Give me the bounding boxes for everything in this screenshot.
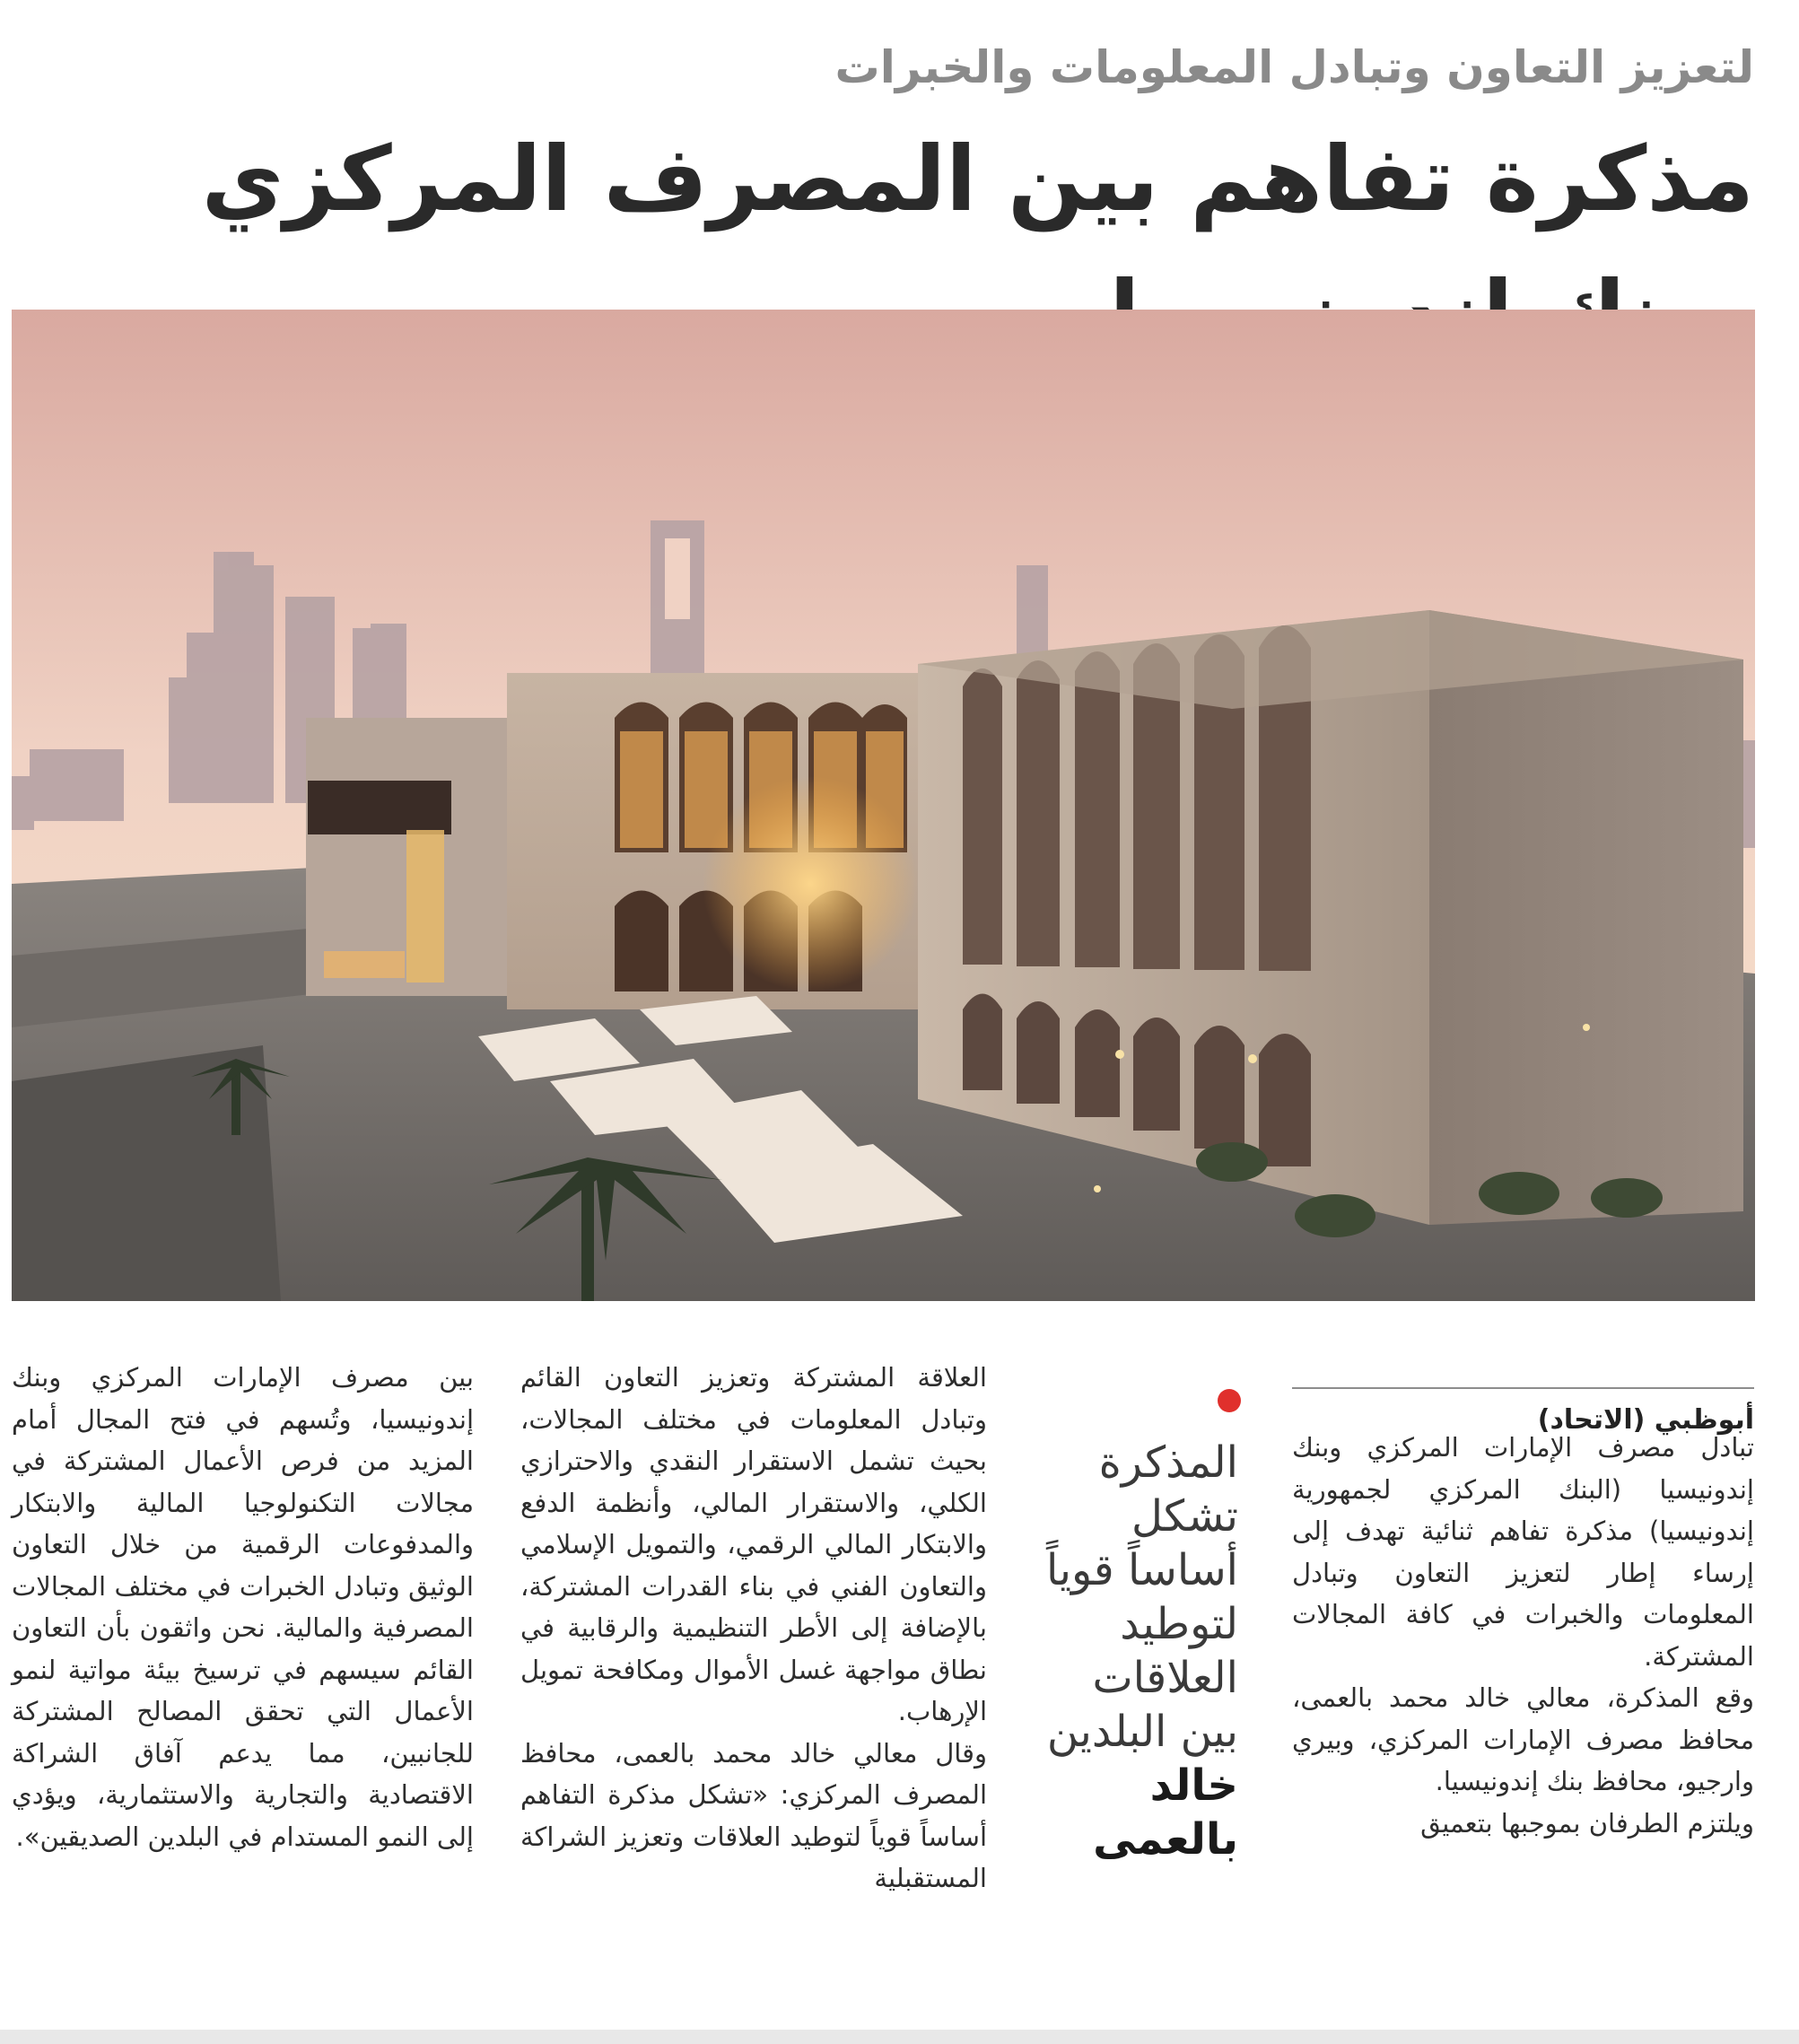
paragraph: العلاقة المشتركة وتعزيز التعاون القائم وتبادل المعلومات في مختلف المجالات، بحيث تشمل الاستقرار النقدي والاحترازي الكلي، والاستقرار المالي، وأنظمة الدفع والابتكار المالي الرقمي، والتمويل الإسلامي والتعاون الفني في بناء القدرات المشتركة، بالإضافة إلى الأطر التنظيمية والرقابية في نطاق مواجهة غسل الأموال ومكافحة تمويل الإرهاب. — [520, 1362, 987, 1726]
pull-quote-dot — [1218, 1389, 1241, 1412]
article-headline: مذكرة تفاهم بين المصرف المركزي — [201, 127, 1754, 231]
article-column-1 — [1292, 1427, 1754, 1844]
paragraph: تبادل مصرف الإمارات المركزي وبنك إندونيسيا (البنك المركزي لجمهورية إندونيسيا) مذكرة تفاهم ثنائية تهدف إلى إرساء إطار لتعزيز التعاون وتبادل المعلومات والخبرات في كافة المجالات المشتركة. — [1292, 1432, 1754, 1672]
article-photo — [12, 310, 1755, 1301]
pull-quote-name: خالد بالعمى — [1093, 1760, 1238, 1865]
paragraph: وقال معالي خالد محمد بالعمى، محافظ المصرف المركزي: «تشكل مذكرة التفاهم أساساً قوياً لتوطيد العلاقات وتعزيز الشراكة المستقبلية — [520, 1737, 987, 1893]
article-column-2 — [520, 1357, 987, 1900]
page-bottom-bar — [0, 2030, 1799, 2044]
article-kicker: لتعزيز التعاون وتبادل المعلومات والخبرات — [834, 41, 1754, 93]
column-rule — [1292, 1387, 1754, 1389]
dateline: أبوظبي (الاتحاد) — [1537, 1404, 1754, 1436]
pull-quote-text: المذكرة تشكل أساساً قوياً لتوطيد العلاقات بين البلدين — [1045, 1437, 1238, 1757]
paragraph: وقع المذكرة، معالي خالد محمد بالعمى، محافظ مصرف الإمارات المركزي، وبيري وارجيو، محافظ بنك إندونيسيا. — [1292, 1682, 1754, 1796]
paragraph: بين مصرف الإمارات المركزي وبنك إندونيسيا، وتُسهم في فتح المجال أمام المزيد من فرص الأعمال المشتركة في مجالات التكنولوجيا المالية والابتكار والمدفوعات الرقمية من خلال التعاون الوثيق وتبادل الخبرات في مختلف المجالات المصرفية والمالية. نحن واثقون بأن التعاون القائم سيسهم في ترسيخ بيئة مواتية لنمو الأعمال التي تحقق المصالح المشتركة للجانبين، مما يدعم آفاق الشراكة الاقتصادية والتجارية والاستثمارية، ويؤدي إلى النمو المستدام في البلدين الصديقين». — [12, 1362, 474, 1852]
pull-quote — [1032, 1436, 1238, 1866]
paragraph: ويلتزم الطرفان بموجبها بتعميق — [1420, 1807, 1754, 1839]
article-column-3 — [12, 1357, 474, 1857]
